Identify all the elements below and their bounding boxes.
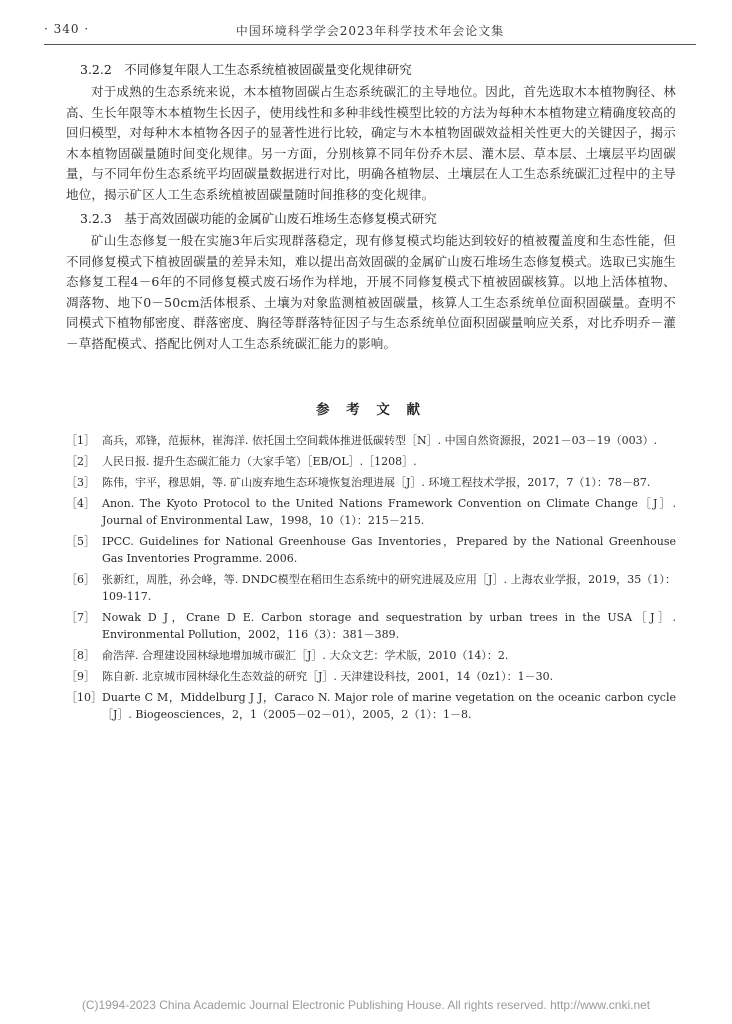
reference-list — [66, 432, 676, 723]
reference-number: ［1］ — [66, 434, 95, 447]
page-number: · 340 · — [44, 22, 90, 36]
page-header — [44, 18, 696, 42]
journal-title: 中国环境科学学会2023年科学技术年会论文集 — [235, 24, 505, 38]
reference-text: 人民日报. 提升生态碳汇能力（大家手笔）［EB/OL］.［1208］. — [102, 455, 417, 468]
reference-item — [66, 533, 676, 567]
references-title: 参 考 文 献 — [315, 402, 427, 418]
reference-number: ［8］ — [66, 649, 95, 662]
section-heading-3-2-3: 3.2.3 基于高效固碳功能的金属矿山废石堆场生态修复模式研究 — [80, 211, 437, 226]
header-divider — [44, 44, 696, 45]
reference-item — [66, 495, 676, 529]
reference-item — [66, 571, 676, 605]
section-paragraph-3-2-3: 矿山生态修复一般在实施3年后实现群落稳定，现有修复模式均能达到较好的植被覆盖度和生态性能，但不同修复模式下植被固碳量的差异未知，难以提出高效固碳的金属矿山废石堆场生态修复模式。选取已实施生态修复工程4－6年的不同修复模式废石场作为样地，开展不同修复模式下植被固碳核算。以地上活体植物、凋落物、地下0－50cm活体根系、土壤为对象监测植被固碳量，核算人工生态系统单位面积固碳量。查明不同模式下植物郁密度、群落密度、胸径等群落特征因子与生态系统单位面积固碳量响应关系，对比乔明乔－灌－草搭配模式、搭配比例对人工生态系统碳汇能力的影响。 — [66, 233, 676, 351]
reference-text: Duarte C M，Middelburg J J，Caraco N. Major role of marine vegetation on the oceanic carbon cycle［J］. Biogeosciences，2，1（2005－02－01），2005，2（1）：1－8. — [102, 691, 676, 721]
reference-text: Anon. The Kyoto Protocol to the United Nations Framework Convention on Climate Change［J］. Journal of Environmental Law，1998，10（1）：215－215. — [102, 497, 676, 527]
section-paragraph-3-2-2: 对于成熟的生态系统来说，木本植物固碳占生态系统碳汇的主导地位。因此，首先选取木本植物胸径、林高、生长年限等木本植物生长因子，使用线性和多种非线性模型比较的方法为每种木本植物建立精确度较高的回归模型，对每种木本植物各因子的显著性进行比较，确定与木本植物固碳效益相关性更大的关键因子，揭示木本植物固碳量随时间变化规律。另一方面，分别核算不同年份乔木层、灌木层、草本层、土壤层平均固碳量，与不同年份生态系统平均固碳量数据进行对比，明确各植物层、土壤层在人工生态系统碳汇过程中的主导地位，揭示矿区人工生态系统植被固碳量随时间推移的变化规律。 — [66, 84, 676, 202]
reference-number: ［4］ — [66, 497, 95, 510]
main-content — [66, 56, 676, 727]
reference-text: 高兵，邓锋，范振林，崔海洋. 依托国土空间载体推进低碳转型［N］. 中国自然资源报，2021－03－19（003）. — [102, 434, 658, 447]
reference-text: Nowak D J，Crane D E. Carbon storage and sequestration by urban trees in the USA［J］. Environmental Pollution，2002，116（3）：381－389. — [102, 611, 676, 641]
reference-number: ［5］ — [66, 535, 95, 548]
reference-item — [66, 689, 676, 723]
reference-number: ［2］ — [66, 455, 95, 468]
reference-number: ［7］ — [66, 611, 95, 624]
reference-number: ［3］ — [66, 476, 95, 489]
section-heading-3-2-2: 3.2.2 不同修复年限人工生态系统植被固碳量变化规律研究 — [80, 62, 412, 77]
reference-item — [66, 668, 676, 685]
copyright-footer: (C)1994-2023 China Academic Journal Electronic Publishing House. All rights reserved. http://www.cnki.net — [81, 998, 651, 1012]
reference-item — [66, 474, 676, 491]
reference-number: ［10］ — [66, 691, 102, 704]
reference-item — [66, 453, 676, 470]
reference-item — [66, 647, 676, 664]
reference-item — [66, 609, 676, 643]
reference-text: 陈伟，宇平，穆思娟，等. 矿山废弃地生态环境恢复治理进展［J］. 环境工程技术学报，2017，7（1）：78－87. — [102, 476, 651, 489]
reference-number: ［9］ — [66, 670, 95, 683]
reference-number: ［6］ — [66, 573, 95, 586]
reference-text: 张新红，周胜，孙会峰，等. DNDC模型在稻田生态系统中的研究进展及应用［J］. 上海农业学报，2019，35（1）：109-117. — [102, 573, 676, 603]
reference-item — [66, 432, 676, 449]
reference-text: IPCC. Guidelines for National Greenhouse Gas Inventories，Prepared by the National Greenhouse Gas Inventories Programme. 2006. — [102, 535, 676, 565]
reference-text: 陈自新. 北京城市园林绿化生态效益的研究［J］. 天津建设科技，2001，14（0z1）：1－30. — [102, 670, 554, 683]
reference-text: 俞浩萍. 合理建设园林绿地增加城市碳汇［J］. 大众文艺：学术版，2010（14）：2. — [102, 649, 509, 662]
